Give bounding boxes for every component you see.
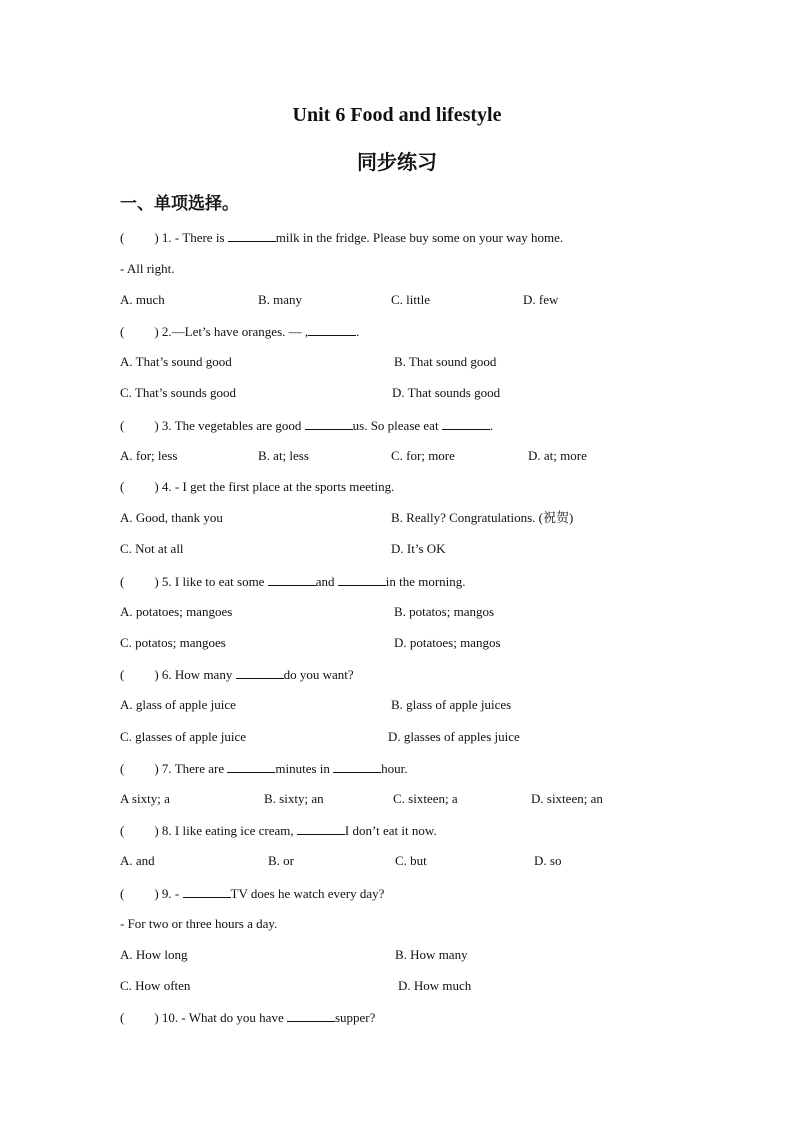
- question-4-option-d: D. It’s OK: [391, 541, 446, 556]
- question-2-option-c: C. That’s sounds good: [120, 385, 237, 400]
- answer-blank: [227, 760, 275, 773]
- answer-blank: [305, 417, 353, 430]
- answer-blank: [236, 666, 284, 679]
- question-9-option-d: D. How much: [398, 978, 472, 993]
- section-heading: 一、单项选择。: [120, 194, 239, 213]
- question-6-option-c: C. glasses of apple juice: [120, 729, 246, 744]
- question-9-option-a: A. How long: [120, 947, 188, 962]
- question-3-option-c: C. for; more: [391, 448, 455, 463]
- question-9-option-c: C. How often: [120, 978, 191, 993]
- question-8-option-a: A. and: [120, 853, 155, 868]
- answer-blank: [287, 1009, 335, 1022]
- question-2-option-a: A. That’s sound good: [120, 354, 232, 369]
- answer-blank: [268, 573, 316, 586]
- question-1-option-b: B. many: [258, 292, 303, 307]
- question-2-stem: ( ) 2.—Let’s have oranges. — , .: [120, 324, 360, 339]
- question-6-option-a: A. glass of apple juice: [120, 697, 236, 712]
- question-9-followup: - For two or three hours a day.: [120, 916, 278, 931]
- answer-blank: [228, 229, 276, 242]
- question-4-option-b: B. Really? Congratulations. (祝贺): [391, 510, 574, 525]
- question-5-stem: ( ) 5. I like to eat some and in the morning.: [120, 574, 466, 589]
- answer-blank: [297, 822, 345, 835]
- question-8-option-d: D. so: [534, 853, 562, 868]
- question-5-option-b: B. potatos; mangos: [394, 604, 495, 619]
- question-1-option-d: D. few: [523, 292, 559, 307]
- answer-blank: [308, 323, 356, 336]
- question-9-option-b: B. How many: [395, 947, 468, 962]
- question-7-option-b: B. sixty; an: [264, 791, 324, 806]
- question-10-stem: ( ) 10. - What do you have supper?: [120, 1010, 376, 1025]
- question-3-option-b: B. at; less: [258, 448, 309, 463]
- question-8-option-b: B. or: [268, 853, 294, 868]
- question-1-option-a: A. much: [120, 292, 165, 307]
- question-7-option-c: C. sixteen; a: [393, 791, 458, 806]
- question-3-option-a: A. for; less: [120, 448, 178, 463]
- question-1-stem: ( ) 1. - There is milk in the fridge. Please buy some on your way home.: [120, 230, 564, 245]
- question-7-stem: ( ) 7. There are minutes in hour.: [120, 761, 408, 776]
- answer-blank: [338, 573, 386, 586]
- question-2-option-b: B. That sound good: [394, 354, 497, 369]
- question-8-option-c: C. but: [395, 853, 427, 868]
- question-2-option-d: D. That sounds good: [392, 385, 501, 400]
- page-subtitle: 同步练习: [357, 152, 437, 174]
- question-4-stem: ( ) 4. - I get the first place at the sports meeting.: [120, 479, 395, 494]
- answer-blank: [333, 760, 381, 773]
- question-6-option-d: D. glasses of apples juice: [388, 729, 520, 744]
- question-8-stem: ( ) 8. I like eating ice cream, I don’t eat it now.: [120, 823, 437, 838]
- page-title: Unit 6 Food and lifestyle: [292, 104, 502, 126]
- answer-paren-open: (: [120, 230, 125, 245]
- question-4-option-a: A. Good, thank you: [120, 510, 223, 525]
- question-9-stem: ( ) 9. - TV does he watch every day?: [120, 886, 385, 901]
- question-5-option-c: C. potatos; mangoes: [120, 635, 226, 650]
- question-5-option-d: D. potatoes; mangos: [394, 635, 501, 650]
- question-4-option-c: C. Not at all: [120, 541, 184, 556]
- question-1-option-c: C. little: [391, 292, 430, 307]
- question-7-option-d: D. sixteen; an: [531, 791, 603, 806]
- question-1-followup: - All right.: [120, 261, 175, 276]
- question-7-option-a: A sixty; a: [120, 791, 170, 806]
- answer-blank: [183, 885, 231, 898]
- question-6-option-b: B. glass of apple juices: [391, 697, 512, 712]
- question-6-stem: ( ) 6. How many do you want?: [120, 667, 354, 682]
- question-3-stem: ( ) 3. The vegetables are good us. So please eat .: [120, 418, 494, 433]
- answer-blank: [442, 417, 490, 430]
- question-3-option-d: D. at; more: [528, 448, 587, 463]
- question-5-option-a: A. potatoes; mangoes: [120, 604, 233, 619]
